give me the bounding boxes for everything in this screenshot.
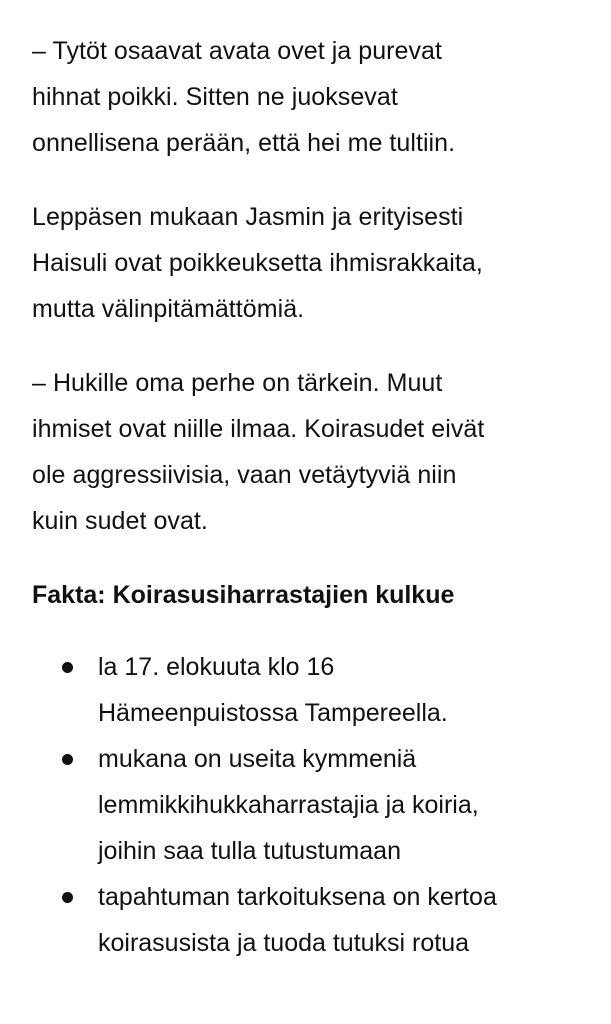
paragraph-line: ole aggressiivisia, vaan vetäytyviä niin — [32, 461, 457, 489]
article-paragraph — [32, 194, 591, 332]
paragraph-line: – Tytöt osaavat avata ovet ja purevat — [32, 37, 442, 65]
article-paragraph — [32, 28, 591, 166]
fact-item-line: joihin saa tulla tutustumaan — [98, 837, 401, 865]
article-paragraph — [32, 360, 591, 544]
paragraph-line: ihmiset ovat niille ilmaa. Koirasudet eivät — [32, 415, 485, 443]
fact-list — [32, 644, 591, 966]
fact-item-line: tapahtuman tarkoituksena on kertoa — [98, 883, 497, 911]
fact-item-line: mukana on useita kymmeniä — [98, 745, 417, 773]
fact-item-line: la 17. elokuuta klo 16 — [98, 653, 335, 681]
fact-box-heading: Fakta: Koirasusiharrastajien kulkue — [32, 581, 455, 609]
paragraph-line: Haisuli ovat poikkeuksetta ihmisrakkaita, — [32, 249, 483, 277]
fact-list-item — [32, 874, 591, 966]
paragraph-line: kuin sudet ovat. — [32, 507, 208, 535]
fact-box — [32, 572, 591, 966]
fact-item-line: koirasusista ja tuoda tutuksi rotua — [98, 929, 470, 957]
bullet-icon — [62, 754, 73, 765]
paragraph-line: Leppäsen mukaan Jasmin ja erityisesti — [32, 203, 464, 231]
paragraph-line: hihnat poikki. Sitten ne juoksevat — [32, 83, 398, 111]
fact-list-item — [32, 736, 591, 874]
paragraph-line: – Hukille oma perhe on tärkein. Muut — [32, 369, 443, 397]
paragraph-line: onnellisena perään, että hei me tultiin. — [32, 129, 456, 157]
fact-list-item — [32, 644, 591, 736]
bullet-icon — [62, 892, 73, 903]
fact-item-line: Hämeenpuistossa Tampereella. — [98, 699, 448, 727]
bullet-icon — [62, 662, 73, 673]
paragraph-line: mutta välinpitämättömiä. — [32, 295, 305, 323]
fact-item-line: lemmikkihukkaharrastajia ja koiria, — [98, 791, 479, 819]
